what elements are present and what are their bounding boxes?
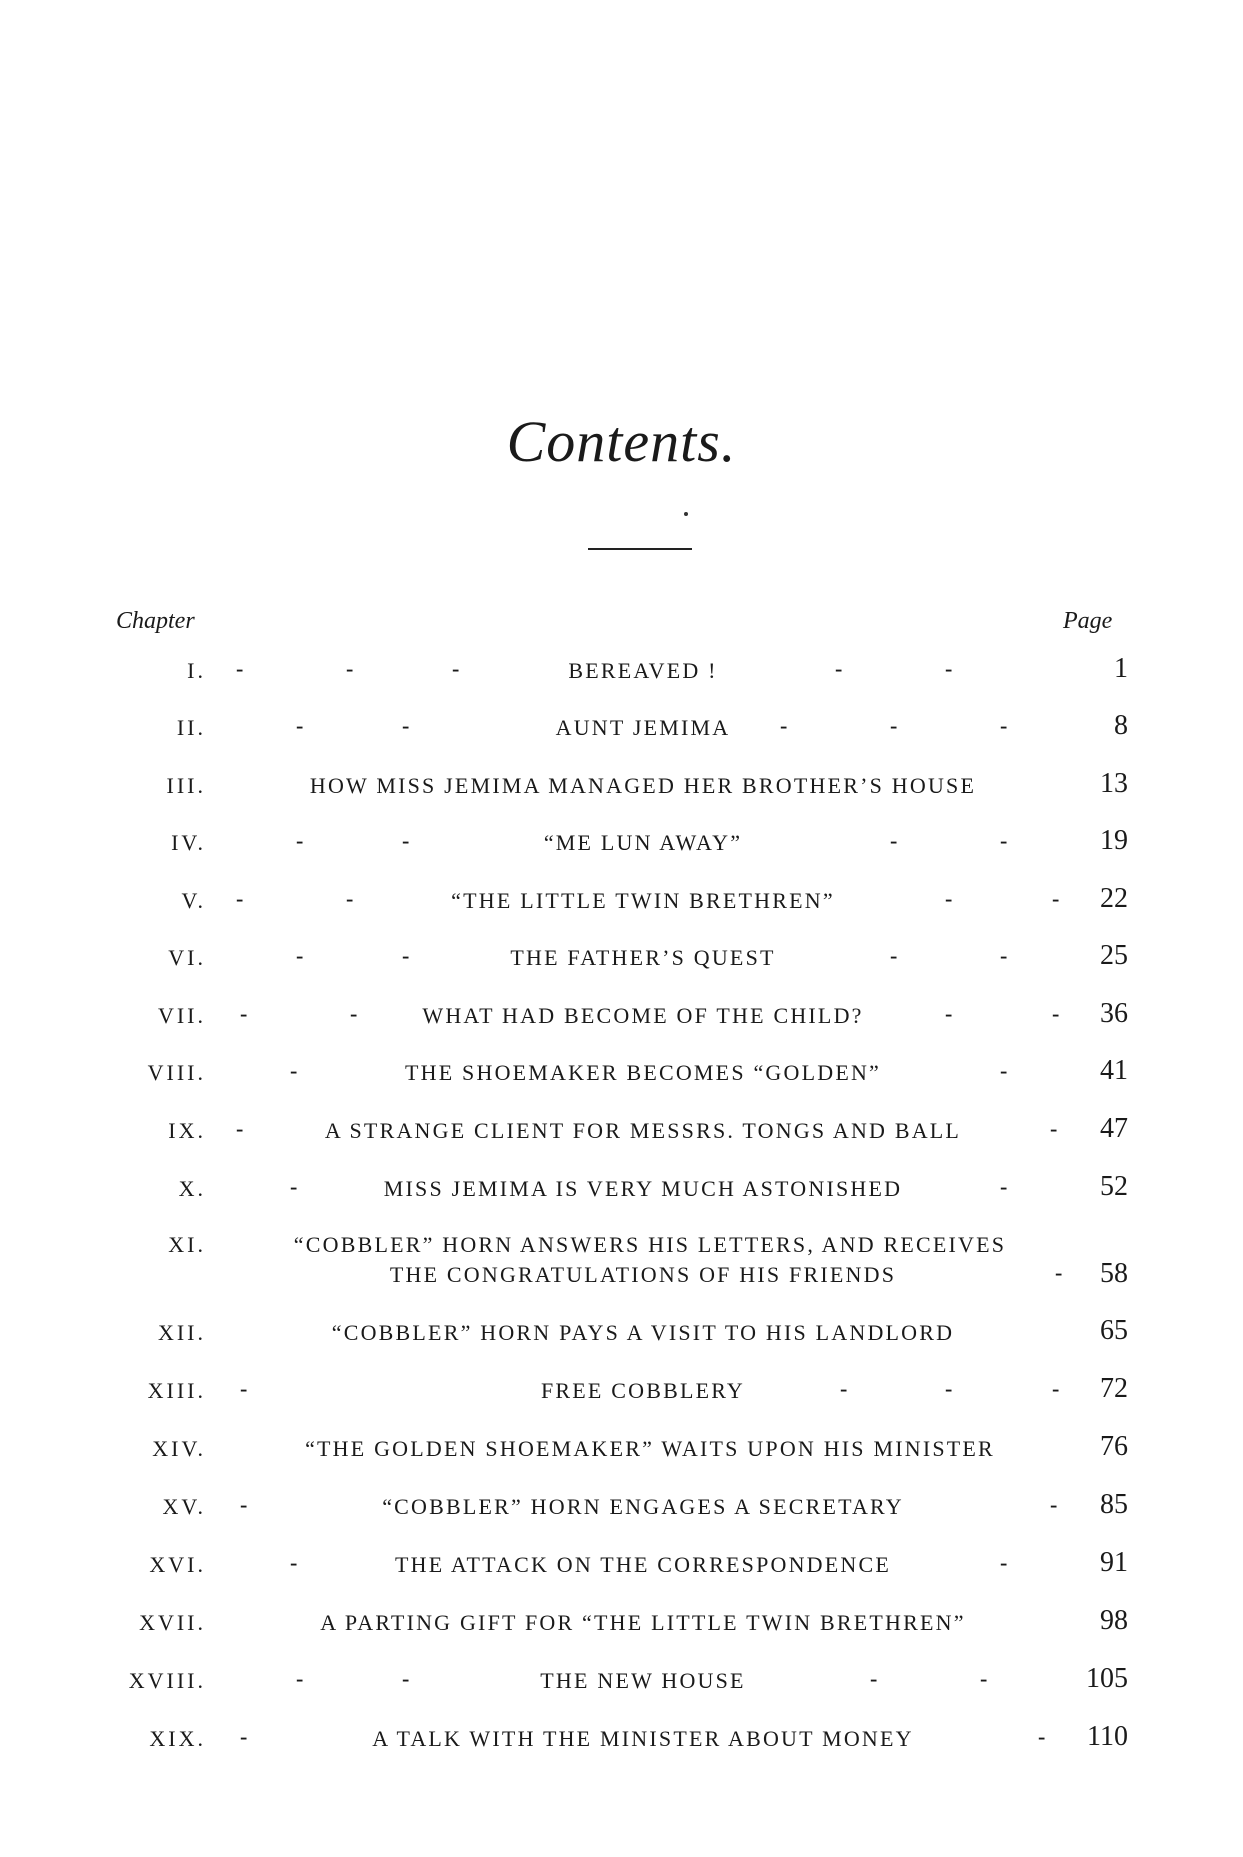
- page-number: 110: [1087, 1721, 1128, 1752]
- leader-dash: -: [1038, 1724, 1046, 1749]
- toc-entry: [0, 1600, 1243, 1646]
- toc-entry: [0, 1166, 1243, 1212]
- chapter-number: I.: [187, 658, 206, 683]
- chapter-title-continued: THE CONGRATULATIONS OF HIS FRIENDS: [389, 1262, 897, 1287]
- leader-dash: -: [296, 828, 304, 853]
- chapter-number: XI.: [168, 1232, 206, 1257]
- page-number: 91: [1100, 1547, 1128, 1578]
- leader-dash: -: [296, 1666, 304, 1691]
- leader-dash: -: [402, 943, 410, 968]
- chapter-number: II.: [176, 715, 206, 740]
- leader-dash: -: [236, 1116, 244, 1141]
- leader-dash: -: [1052, 886, 1060, 911]
- page-number: 36: [1100, 998, 1128, 1029]
- chapter-number: VIII.: [147, 1060, 206, 1085]
- leader-dash: -: [290, 1174, 298, 1199]
- leader-dash: -: [835, 656, 843, 681]
- page-column-header: Page: [1063, 608, 1113, 634]
- leader-dash: -: [1050, 1116, 1058, 1141]
- chapter-number: IX.: [168, 1118, 206, 1143]
- toc-entry: [0, 763, 1243, 809]
- leader-dash: -: [236, 886, 244, 911]
- chapter-title: FREE COBBLERY: [540, 1378, 746, 1403]
- chapter-title: AUNT JEMIMA: [555, 715, 731, 740]
- leader-dash: -: [1000, 1058, 1008, 1083]
- leader-dash: -: [945, 886, 953, 911]
- page-number: 58: [1100, 1258, 1128, 1289]
- leader-dash: -: [980, 1666, 988, 1691]
- page-number: 1: [1114, 653, 1128, 684]
- leader-dash: -: [945, 1376, 953, 1401]
- page-number: 72: [1100, 1373, 1128, 1404]
- leader-dash: -: [346, 656, 354, 681]
- page-number: 22: [1100, 883, 1128, 914]
- leader-dash: -: [1000, 1174, 1008, 1199]
- chapter-column-header: Chapter: [116, 608, 195, 634]
- leader-dash: -: [296, 713, 304, 738]
- title-rule: [588, 548, 692, 550]
- chapter-number: XVI.: [149, 1552, 206, 1577]
- chapter-title: THE FATHER’S QUEST: [510, 945, 776, 970]
- chapter-number: III.: [166, 773, 206, 798]
- chapter-title: “COBBLER” HORN PAYS A VISIT TO HIS LANDLORD: [331, 1320, 955, 1345]
- toc-entry: [0, 1310, 1243, 1356]
- leader-dash: -: [452, 656, 460, 681]
- chapter-title: THE SHOEMAKER BECOMES “GOLDEN”: [404, 1060, 882, 1085]
- chapter-title: MISS JEMIMA IS VERY MUCH ASTONISHED: [383, 1176, 903, 1201]
- toc-entry: [0, 820, 1243, 866]
- toc-entry: [0, 935, 1243, 981]
- chapter-number: X.: [178, 1176, 206, 1201]
- chapter-number: XIV.: [152, 1436, 206, 1461]
- chapter-number: XV.: [162, 1494, 206, 1519]
- leader-dash: -: [296, 943, 304, 968]
- page-number: 52: [1100, 1171, 1128, 1202]
- leader-dash: -: [890, 943, 898, 968]
- page-number: 19: [1100, 825, 1128, 856]
- page-number: 65: [1100, 1315, 1128, 1346]
- chapter-title: “COBBLER” HORN ENGAGES A SECRETARY: [382, 1494, 904, 1519]
- page-title: Contents.: [506, 409, 737, 474]
- leader-dash: -: [290, 1058, 298, 1083]
- chapter-number: VII.: [157, 1003, 206, 1028]
- leader-dash: -: [402, 713, 410, 738]
- chapter-title: “ME LUN AWAY”: [543, 830, 743, 855]
- chapter-title: “COBBLER” HORN ANSWERS HIS LETTERS, AND RECEIVES: [293, 1232, 1007, 1257]
- page-number: 98: [1100, 1605, 1128, 1636]
- leader-dash: -: [945, 1001, 953, 1026]
- toc-entry: [0, 705, 1243, 751]
- leader-dash: -: [240, 1001, 248, 1026]
- leader-dash: -: [402, 1666, 410, 1691]
- ornament-dot: [684, 512, 688, 516]
- leader-dash: -: [945, 656, 953, 681]
- leader-dash: -: [240, 1492, 248, 1517]
- leader-dash: -: [1000, 1550, 1008, 1575]
- leader-dash: -: [240, 1376, 248, 1401]
- page-number: 76: [1100, 1431, 1128, 1462]
- leader-dash: -: [890, 713, 898, 738]
- page-number: 47: [1100, 1113, 1128, 1144]
- leader-dash: -: [840, 1376, 848, 1401]
- chapter-number: XVIII.: [128, 1668, 206, 1693]
- page-number: 25: [1100, 940, 1128, 971]
- leader-dash: -: [890, 828, 898, 853]
- chapter-title: A PARTING GIFT FOR “THE LITTLE TWIN BRETHREN”: [320, 1610, 966, 1635]
- leader-dash: -: [1000, 713, 1008, 738]
- leader-dash: -: [346, 886, 354, 911]
- leader-dash: -: [1050, 1492, 1058, 1517]
- leader-dash: -: [1052, 1001, 1060, 1026]
- chapter-title: A STRANGE CLIENT FOR MESSRS. TONGS AND BALL: [324, 1118, 962, 1143]
- leader-dash: -: [1000, 828, 1008, 853]
- page-number: 105: [1086, 1663, 1128, 1694]
- toc-entry: [0, 648, 1243, 694]
- chapter-title: “THE GOLDEN SHOEMAKER” WAITS UPON HIS MINISTER: [305, 1436, 995, 1461]
- toc-entry: [0, 1658, 1243, 1704]
- leader-dash: -: [780, 713, 788, 738]
- toc-entry: [0, 1426, 1243, 1472]
- chapter-number: XII.: [157, 1320, 206, 1345]
- chapter-number: XVII.: [139, 1610, 206, 1635]
- chapter-number: XIX.: [149, 1726, 206, 1751]
- toc-entry: [0, 1542, 1243, 1588]
- chapter-title: WHAT HAD BECOME OF THE CHILD?: [422, 1003, 864, 1028]
- leader-dash: -: [870, 1666, 878, 1691]
- chapter-title: HOW MISS JEMIMA MANAGED HER BROTHER’S HOUSE: [309, 773, 977, 798]
- leader-dash: -: [402, 828, 410, 853]
- chapter-number: XIII.: [147, 1378, 206, 1403]
- chapter-number: VI.: [168, 945, 206, 970]
- chapter-title: THE NEW HOUSE: [540, 1668, 746, 1693]
- leader-dash: -: [290, 1550, 298, 1575]
- page-number: 8: [1114, 710, 1128, 741]
- leader-dash: -: [1000, 943, 1008, 968]
- toc-entry: [0, 1050, 1243, 1096]
- page-number: 41: [1100, 1055, 1128, 1086]
- chapter-title: THE ATTACK ON THE CORRESPONDENCE: [394, 1552, 892, 1577]
- page-number: 85: [1100, 1489, 1128, 1520]
- chapter-title: “THE LITTLE TWIN BRETHREN”: [451, 888, 835, 913]
- chapter-title: BEREAVED !: [568, 658, 718, 683]
- leader-dash: -: [1052, 1376, 1060, 1401]
- leader-dash: -: [1055, 1260, 1063, 1285]
- page-number: 13: [1100, 768, 1128, 799]
- toc-entry: [0, 1716, 1243, 1762]
- leader-dash: -: [236, 656, 244, 681]
- chapter-number: V.: [181, 888, 206, 913]
- leader-dash: -: [240, 1724, 248, 1749]
- chapter-title: A TALK WITH THE MINISTER ABOUT MONEY: [372, 1726, 914, 1751]
- leader-dash: -: [350, 1001, 358, 1026]
- chapter-number: IV.: [171, 830, 206, 855]
